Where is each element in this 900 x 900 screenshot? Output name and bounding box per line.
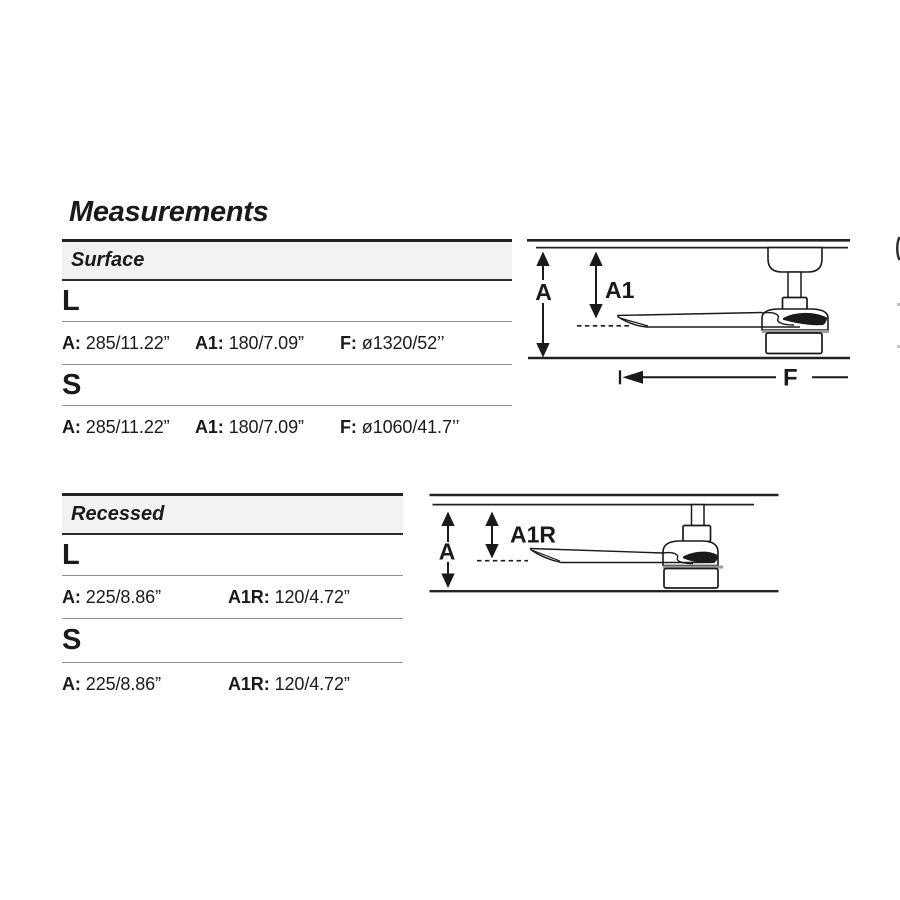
measurement-value: 120/4.72” xyxy=(274,673,350,694)
table-row xyxy=(62,406,512,448)
measurement-a xyxy=(62,417,195,438)
measurement-label: A: xyxy=(62,673,81,694)
measurement-label: F: xyxy=(340,332,357,353)
table-row xyxy=(62,619,403,663)
variant-label-s: S xyxy=(62,368,81,401)
measurement-a1 xyxy=(195,333,340,354)
fan-lower-body xyxy=(766,333,822,354)
measurement-a xyxy=(62,674,228,695)
table-row xyxy=(62,576,403,619)
variant-label-l: L xyxy=(62,538,80,571)
fan-blade-tip-edge xyxy=(533,551,560,562)
fan-coupler xyxy=(683,526,711,542)
dimension-label-a1: A1 xyxy=(605,277,635,303)
measurement-label: A: xyxy=(62,416,81,437)
measurement-label: A1: xyxy=(195,416,224,437)
dimension-arrow-a xyxy=(437,512,458,589)
dimension-arrow-a1r xyxy=(485,512,556,559)
surface-mount-diagram xyxy=(520,225,900,390)
dimension-arrow-f xyxy=(620,365,848,391)
measurement-value: 225/8.86” xyxy=(85,673,161,694)
variant-label-l: L xyxy=(62,284,80,317)
measurement-value: 120/4.72” xyxy=(274,586,350,607)
recessed-table-header-label: Recessed xyxy=(71,503,165,525)
measurement-a1r xyxy=(228,587,350,608)
recessed-measurements-table xyxy=(62,493,403,705)
measurement-a1 xyxy=(195,417,340,438)
recessed-table-header xyxy=(62,496,403,535)
surface-measurements-table xyxy=(62,239,512,448)
ceiling-fan-recessed xyxy=(530,505,723,588)
measurement-value: 225/8.86” xyxy=(85,586,161,607)
measurement-f xyxy=(340,333,445,354)
measurement-label: A1R: xyxy=(228,673,270,694)
fan-canopy xyxy=(768,248,822,272)
measurement-a xyxy=(62,587,228,608)
measurement-value: ø1320/52’’ xyxy=(361,332,445,353)
dimension-label-a: A xyxy=(535,279,552,305)
fan-blade-top-edge xyxy=(617,313,762,316)
table-row xyxy=(62,535,403,576)
surface-table-header-label: Surface xyxy=(71,249,145,271)
table-row xyxy=(62,663,403,705)
table-row xyxy=(62,322,512,365)
measurement-value: ø1060/41.7’’ xyxy=(361,416,460,437)
measurement-value: 285/11.22” xyxy=(85,332,170,353)
recessed-mount-diagram xyxy=(425,488,790,598)
table-row xyxy=(62,365,512,406)
measurement-label: A1: xyxy=(195,332,224,353)
dimension-arrow-a1 xyxy=(589,252,634,319)
measurement-label: A: xyxy=(62,586,81,607)
clipped-page-edge-fragment xyxy=(892,233,900,403)
measurement-label: A1R: xyxy=(228,586,270,607)
surface-table-header xyxy=(62,242,512,281)
measurement-a xyxy=(62,333,195,354)
fan-blade-top-edge xyxy=(530,549,663,554)
dimension-label-a: A xyxy=(438,538,456,565)
fan-lower-body xyxy=(664,569,718,589)
measurement-label: A: xyxy=(62,332,81,353)
dimension-label-f: F xyxy=(783,364,798,390)
measurement-a1r xyxy=(228,674,350,695)
dimension-label-a1r: A1R xyxy=(510,521,557,548)
measurement-value: 180/7.09” xyxy=(228,332,304,353)
measurement-f xyxy=(340,417,459,438)
variant-label-s: S xyxy=(62,624,81,656)
measurement-value: 285/11.22” xyxy=(85,416,170,437)
fan-downrod xyxy=(788,272,801,298)
page-title: Measurements xyxy=(69,196,269,228)
measurement-label: F: xyxy=(340,416,357,437)
measurement-value: 180/7.09” xyxy=(228,416,304,437)
table-row xyxy=(62,281,512,322)
ceiling-fan-surface xyxy=(617,248,829,354)
fan-downrod xyxy=(692,505,705,526)
dimension-arrow-a xyxy=(532,252,554,358)
